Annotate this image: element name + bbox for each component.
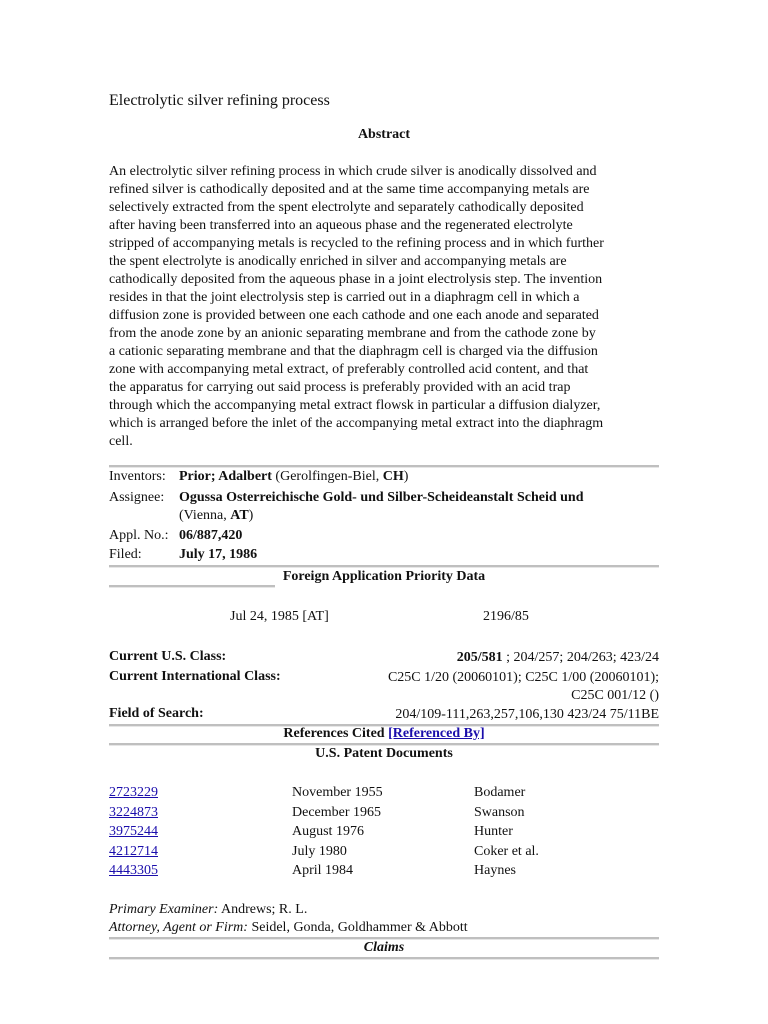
- assignee-name: Ogussa Osterreichische Gold- und Silber-Scheideanstalt Scheid und: [179, 490, 584, 505]
- patent-title: Electrolytic silver refining process: [109, 92, 330, 109]
- assignee-country: AT: [230, 508, 249, 523]
- patent-link[interactable]: 3224873: [109, 805, 158, 820]
- abstract-line: stripped of accompanying metals is recycled to the refining process and in which further: [109, 236, 604, 251]
- primary-examiner: [109, 902, 307, 918]
- divider: [109, 957, 659, 960]
- abstract-text: [109, 163, 659, 451]
- inventors-label: Inventors:: [109, 469, 166, 484]
- abstract-line: the spent electrolyte is anodically enriched in silver and accompanying metals are: [109, 254, 567, 269]
- patent-inventor: Bodamer: [474, 785, 526, 800]
- divider: [109, 565, 659, 568]
- intl-class-label: Current International Class:: [109, 669, 281, 684]
- patent-date: July 1980: [292, 844, 347, 859]
- primary-examiner-value: Andrews; R. L.: [218, 902, 308, 917]
- patent-inventor: Haynes: [474, 863, 516, 878]
- priority-date: Jul 24, 1985 [AT]: [230, 609, 329, 624]
- field-of-search-label: Field of Search:: [109, 706, 204, 721]
- claims-heading: Claims: [363, 940, 405, 955]
- abstract-line: cell.: [109, 434, 133, 449]
- table-row: [109, 844, 659, 864]
- field-of-search-value: 204/109-111,263,257,106,130 423/24 75/11BE: [395, 707, 659, 722]
- patent-date: November 1955: [292, 785, 383, 800]
- assignee-value: [179, 490, 659, 506]
- assignee-label: Assignee:: [109, 490, 165, 505]
- inventor-country: CH: [382, 469, 404, 484]
- us-patent-documents-heading: U.S. Patent Documents: [315, 746, 453, 761]
- abstract-line: zone with accompanying metal extract, of preferably controlled acid content, and that: [109, 362, 589, 377]
- patent-inventor: Coker et al.: [474, 844, 539, 859]
- abstract-line: after having been transferred into an aqueous phase and the regenerated electrolyte: [109, 218, 573, 233]
- patent-link[interactable]: 4212714: [109, 844, 158, 859]
- abstract-line: resides in that the joint electrolysis step is carried out in a diaphragm cell in which a: [109, 290, 580, 305]
- intl-class-line: C25C 001/12 (): [571, 688, 659, 703]
- us-class-rest: ; 204/257; 204/263; 423/24: [502, 650, 659, 665]
- appl-no-value: [179, 528, 242, 544]
- us-class-primary: 205/581: [456, 650, 503, 665]
- patent-link[interactable]: 3975244: [109, 824, 158, 839]
- abstract-line: a cationic separating membrane and that the diaphragm cell is charged via the diffusion: [109, 344, 598, 359]
- priority-number: 2196/85: [483, 609, 529, 624]
- abstract-heading: Abstract: [357, 127, 411, 142]
- patent-inventor: Swanson: [474, 805, 525, 820]
- references-heading-text: References Cited: [283, 726, 389, 741]
- table-row: [109, 785, 659, 805]
- filed-value: [179, 547, 257, 563]
- patent-link[interactable]: 2723229: [109, 785, 158, 800]
- table-row: [109, 805, 659, 825]
- us-class-label: Current U.S. Class:: [109, 649, 227, 664]
- appl-no-number: 06/887,420: [179, 528, 243, 543]
- inventor-name: Prior; Adalbert: [179, 469, 272, 484]
- assignee-location-line: [179, 508, 253, 524]
- inventor-location: (Gerolfingen-Biel,: [271, 469, 383, 484]
- attorney: [109, 920, 468, 936]
- patent-date: August 1976: [292, 824, 364, 839]
- patent-date: December 1965: [292, 805, 382, 820]
- abstract-line: cathodically deposited from the aqueous phase in a joint electrolysis step. The invention: [109, 272, 603, 287]
- filed-date: July 17, 1986: [179, 547, 258, 562]
- inventors-value: [179, 469, 408, 485]
- table-row: [109, 824, 659, 844]
- assignee-close: ): [248, 508, 254, 523]
- table-row: [109, 863, 659, 883]
- abstract-line: diffusion zone is provided between one each cathode and one each anode and separated: [109, 308, 599, 323]
- intl-class-line: C25C 1/20 (20060101); C25C 1/00 (20060101);: [387, 670, 659, 685]
- abstract-line: the apparatus for carrying out said process is preferably provided with an acid trap: [109, 380, 571, 395]
- abstract-line: selectively extracted from the spent electrolyte and separately cathodically deposited: [109, 200, 584, 215]
- attorney-value: Seidel, Gonda, Goldhammer & Abbott: [247, 920, 468, 935]
- foreign-priority-heading: Foreign Application Priority Data: [282, 569, 486, 584]
- patent-date: April 1984: [292, 863, 354, 878]
- abstract-line: An electrolytic silver refining process in which crude silver is anodically dissolved and: [109, 164, 597, 179]
- abstract-line: from the anode zone by an anionic separating membrane and from the cathode zone by: [109, 326, 596, 341]
- inventor-close: ): [403, 469, 409, 484]
- divider-short: [109, 585, 275, 588]
- intl-class-value: [388, 669, 659, 705]
- assignee-location: (Vienna,: [179, 508, 231, 523]
- primary-examiner-label: Primary Examiner:: [109, 902, 219, 917]
- patent-link[interactable]: 4443305: [109, 863, 158, 878]
- attorney-label: Attorney, Agent or Firm:: [109, 920, 248, 935]
- abstract-line: refined silver is cathodically deposited and at the same time accompanying metals are: [109, 182, 590, 197]
- appl-no-label: Appl. No.:: [109, 528, 169, 543]
- abstract-line: which is arranged before the inlet of the accompanying metal extract into the diaphragm: [109, 416, 604, 431]
- us-class-value: [457, 649, 659, 667]
- abstract-line: through which the accompanying metal extract flowsk in particular a diffusion dialyzer,: [109, 398, 601, 413]
- referenced-by-link[interactable]: [Referenced By]: [388, 726, 485, 741]
- patent-inventor: Hunter: [474, 824, 513, 839]
- references-heading: [109, 726, 659, 742]
- filed-label: Filed:: [109, 547, 142, 562]
- divider: [109, 465, 659, 468]
